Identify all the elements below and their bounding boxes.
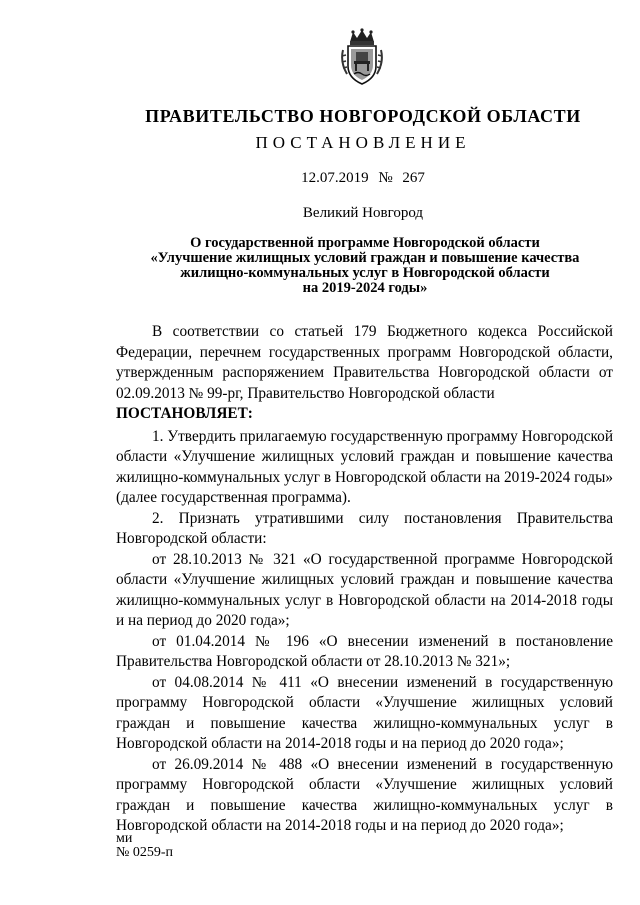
document-type-heading: ПОСТАНОВЛЕНИЕ	[255, 133, 471, 152]
repealed-decree-1: от 28.10.2013 № 321 «О государственной программе Новгородской области «Улучшение жилищных условий граждан и повышение качества жилищно-коммунальных услуг в Новгородской области на 2014-2018 годы и на период до 2020 года»;	[116, 550, 613, 629]
document-date: 12.07.2019	[301, 170, 369, 186]
footer-reference	[116, 832, 173, 860]
item-2-paragraph: 2. Признать утратившими силу постановления Правительства Новгородской области:	[116, 509, 613, 547]
item-1-paragraph: 1. Утвердить прилагаемую государственную программу Новгородской области «Улучшение жилищных условий граждан и повышение качества жилищно-коммунальных услуг в Новгородской области на 2019-2024 годы» (далее государственная программа).	[116, 427, 614, 506]
repealed-decree-2: от 01.04.2014 № 196 «О внесении изменений в постановление Правительства Новгородской области от 28.10.2013 № 321»;	[116, 632, 613, 670]
preamble-text: В соответствии со статьей 179 Бюджетного кодекса Российской Федерации, перечнем государственных программ Новгородской области, утвержденным распоряжением Правительства Новгородской области от 02.09.2013 № 99-рг, Правительство Новгородской области	[116, 323, 613, 402]
document-number: 267	[402, 170, 425, 186]
document-title	[110, 236, 620, 296]
footer-initials: ми	[116, 831, 133, 846]
decree-word: ПОСТАНОВЛЯЕТ:	[116, 405, 253, 422]
title-line: на 2019-2024 годы»	[302, 280, 428, 296]
repealed-decree-4: от 26.09.2014 № 488 «О внесении изменений в государственную программу Новгородской области «Улучшение жилищных условий граждан и повышение качества жилищно-коммунальных услуг в Новгородской области на 2014-2018 годы и на период до 2020 года»;	[116, 755, 613, 834]
title-line: «Улучшение жилищных условий граждан и повышение качества	[150, 250, 580, 266]
number-sign: №	[378, 170, 393, 186]
title-line: жилищно-коммунальных услуг в Новгородской области	[180, 265, 550, 281]
repealed-decree-3: от 04.08.2014 № 411 «О внесении изменений в государственную программу Новгородской области «Улучшение жилищных условий граждан и повышение качества жилищно-коммунальных услуг в Новгородской области на 2014-2018 годы и на период до 2020 года»;	[116, 673, 613, 752]
footer-doc-ref: № 0259-п	[116, 845, 174, 860]
place-of-issue: Великий Новгород	[302, 205, 424, 221]
date-number-line	[0, 170, 640, 187]
document-body	[116, 322, 613, 837]
preamble-paragraph	[116, 322, 613, 404]
title-line: О государственной программе Новгородской области	[190, 235, 540, 251]
organization-heading: ПРАВИТЕЛЬСТВО НОВГОРОДСКОЙ ОБЛАСТИ	[145, 106, 581, 126]
coat-of-arms-icon	[339, 28, 385, 86]
